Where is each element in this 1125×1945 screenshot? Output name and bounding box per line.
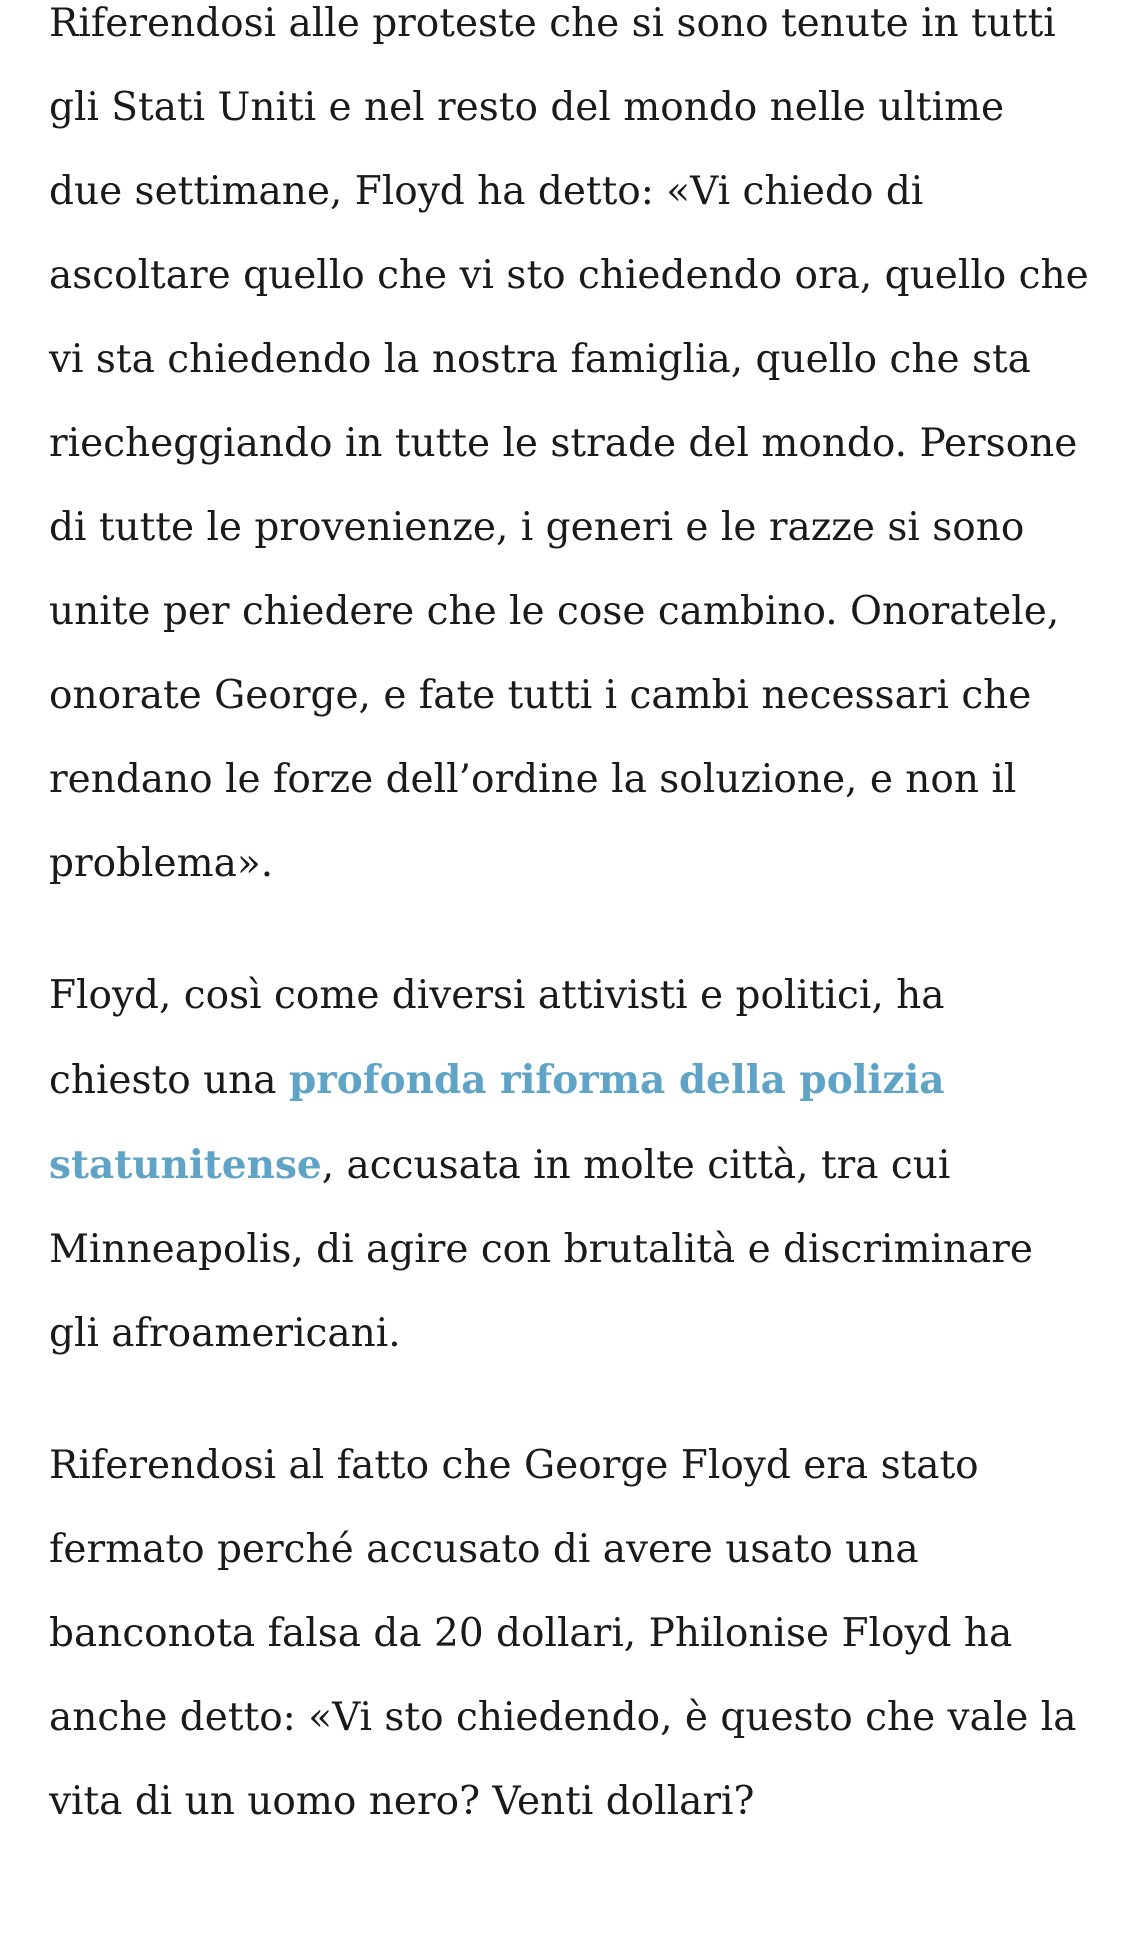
police-reform-link[interactable]: profonda riforma della polizia statunitense (49, 1057, 945, 1188)
paragraph-text-after-link: , accusata in molte città, tra cui Minneapolis, di agire con brutalità e discriminare gli afroamericani. (49, 1143, 1034, 1356)
paragraph-police-reform (49, 954, 1089, 1376)
paragraph-protests-quote: Riferendosi alle proteste che si sono tenute in tutti gli Stati Uniti e nel resto del mondo nelle ultime due settimane, Floyd ha detto: «Vi chiedo di ascoltare quello che vi sto chiedendo ora, quello che vi sta chiedendo la nostra famiglia, quello che sta riecheggiando in tutte le strade del mondo. Persone di tutte le provenienze, i generi e le razze si sono unite per chiedere che le cose cambino. Onoratele, onorate George, e fate tutti i cambi necessari che rendano le forze dell’ordine la soluzione, e non il problema». (49, 1, 1089, 886)
paragraph-twenty-dollars: Riferendosi al fatto che George Floyd era stato fermato perché accusato di avere usato una banconota falsa da 20 dollari, Philonise Floyd ha anche detto: «Vi sto chiedendo, è questo che vale la vita di un uomo nero? Venti dollari? (49, 1443, 1077, 1824)
article-body (49, 0, 1089, 1892)
paragraph-text-before-link: Floyd, così come diversi attivisti e politici, ha chiesto una (49, 973, 945, 1103)
